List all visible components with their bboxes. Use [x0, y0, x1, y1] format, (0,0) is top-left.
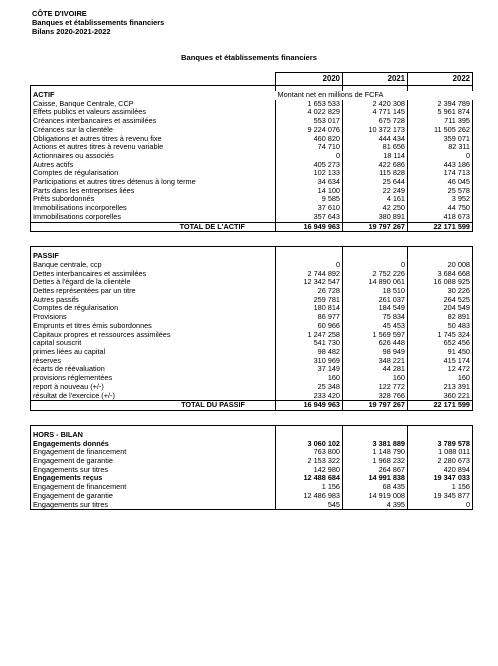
row-label: Parts dans les entreprises liées: [31, 187, 276, 196]
value-cell: 18 114: [343, 152, 408, 161]
value-cell: 34 634: [276, 178, 343, 187]
actif-title: ACTIF: [31, 91, 276, 100]
value-cell: 142 980: [276, 466, 343, 475]
value-cell: 360 221: [408, 392, 473, 401]
value-cell: 460 820: [276, 135, 343, 144]
value-cell: 763 800: [276, 448, 343, 457]
table-row: [31, 270, 473, 279]
table-row: [31, 161, 473, 170]
spacer: [276, 431, 343, 440]
value-cell: 310 969: [276, 357, 343, 366]
header-line-2: Banques et établissements financiers: [32, 18, 165, 28]
row-label: Caisse, Banque Centrale, CCP: [31, 100, 276, 109]
value-cell: 68 435: [343, 483, 408, 492]
value-cell: 2 280 673: [408, 457, 473, 466]
value-cell: 0: [408, 501, 473, 510]
value-cell: 2 744 892: [276, 270, 343, 279]
value-cell: 9 224 076: [276, 126, 343, 135]
value-cell: 0: [276, 261, 343, 270]
value-cell: 12 488 684: [276, 474, 343, 483]
table-row: [31, 322, 473, 331]
value-cell: 14 890 061: [343, 278, 408, 287]
value-cell: 405 273: [276, 161, 343, 170]
passif-title-row: [31, 252, 473, 261]
value-cell: 19 797 267: [343, 222, 408, 232]
value-cell: 652 456: [408, 339, 473, 348]
actif-title-row: [31, 91, 473, 100]
value-cell: 443 186: [408, 161, 473, 170]
value-cell: 2 420 308: [343, 100, 408, 109]
value-cell: 204 549: [408, 304, 473, 313]
value-cell: 14 991 838: [343, 474, 408, 483]
value-cell: 4 161: [343, 195, 408, 204]
value-cell: 1 156: [408, 483, 473, 492]
value-cell: 4 395: [343, 501, 408, 510]
table-row: [31, 261, 473, 270]
value-cell: 1 148 790: [343, 448, 408, 457]
value-cell: 4 771 145: [343, 108, 408, 117]
row-label: Dettes interbancaires et assimilées: [31, 270, 276, 279]
table-row: [31, 348, 473, 357]
value-cell: 115 828: [343, 169, 408, 178]
table-row: [31, 152, 473, 161]
value-cell: 184 549: [343, 304, 408, 313]
table-row: [31, 501, 473, 510]
value-cell: 14 100: [276, 187, 343, 196]
value-cell: 541 730: [276, 339, 343, 348]
value-cell: 5 961 874: [408, 108, 473, 117]
value-cell: 12 472: [408, 365, 473, 374]
table-row: [31, 374, 473, 383]
row-label: Effets publics et valeurs assimilées: [31, 108, 276, 117]
value-cell: 264 525: [408, 296, 473, 305]
value-cell: 3 381 889: [343, 440, 408, 449]
row-label: Créances sur la clientèle: [31, 126, 276, 135]
value-cell: 82 891: [408, 313, 473, 322]
value-cell: 22 171 599: [408, 222, 473, 232]
balance-sheet-table: [30, 72, 473, 510]
value-cell: 50 483: [408, 322, 473, 331]
value-cell: 380 891: [343, 213, 408, 222]
table-row: [31, 204, 473, 213]
table-row: [31, 457, 473, 466]
value-cell: 213 391: [408, 383, 473, 392]
row-label: capital souscrit: [31, 339, 276, 348]
value-cell: 12 486 983: [276, 492, 343, 501]
value-cell: 46 045: [408, 178, 473, 187]
value-cell: 19 797 267: [343, 401, 408, 411]
value-cell: 328 766: [343, 392, 408, 401]
row-label: report à nouveau (+/-): [31, 383, 276, 392]
table-row: [31, 278, 473, 287]
table-row: [31, 143, 473, 152]
row-label: Participations et autres titres détenus à long terme: [31, 178, 276, 187]
table-row: [31, 213, 473, 222]
value-cell: 675 728: [343, 117, 408, 126]
value-cell: 3 684 668: [408, 270, 473, 279]
value-cell: 30 226: [408, 287, 473, 296]
value-cell: 19 345 877: [408, 492, 473, 501]
row-label: Actionnaires ou associés: [31, 152, 276, 161]
table-row: [31, 448, 473, 457]
value-cell: 16 088 925: [408, 278, 473, 287]
gap: [31, 410, 473, 425]
value-cell: 348 221: [343, 357, 408, 366]
value-cell: 1 247 258: [276, 331, 343, 340]
row-label: Engagement de financement: [31, 483, 276, 492]
table-row: [31, 392, 473, 401]
value-cell: 3 789 578: [408, 440, 473, 449]
value-cell: 122 772: [343, 383, 408, 392]
value-cell: 14 919 008: [343, 492, 408, 501]
gap: [31, 232, 473, 247]
row-label: écarts de réévaluation: [31, 365, 276, 374]
year-2020: 2020: [276, 73, 343, 86]
row-label: Engagements donnés: [31, 440, 276, 449]
row-label: Autres actifs: [31, 161, 276, 170]
value-cell: 233 420: [276, 392, 343, 401]
value-cell: 25 578: [408, 187, 473, 196]
row-label: Engagements sur titres: [31, 501, 276, 510]
value-cell: 2 752 226: [343, 270, 408, 279]
value-cell: 74 710: [276, 143, 343, 152]
actif-total-row: [31, 222, 473, 232]
header-line-3: Bilans 2020-2021-2022: [32, 27, 111, 37]
value-cell: 444 434: [343, 135, 408, 144]
row-label: Engagement de garantie: [31, 492, 276, 501]
table-row: [31, 357, 473, 366]
value-cell: 18 510: [343, 287, 408, 296]
row-label: Engagement de garantie: [31, 457, 276, 466]
row-label: Créances interbancaires et assimilées: [31, 117, 276, 126]
value-cell: 711 395: [408, 117, 473, 126]
value-cell: 16 949 963: [276, 401, 343, 411]
section-gap: [31, 232, 473, 247]
value-cell: 26 728: [276, 287, 343, 296]
value-cell: 11 505 262: [408, 126, 473, 135]
table-subtitle: Banques et établissements financiers: [181, 53, 317, 62]
year-header-row: [31, 73, 473, 86]
value-cell: 160: [343, 374, 408, 383]
value-cell: 19 347 033: [408, 474, 473, 483]
value-cell: 1 156: [276, 483, 343, 492]
row-label: Actions et autres titres à revenu variable: [31, 143, 276, 152]
value-cell: 81 656: [343, 143, 408, 152]
row-label: Emprunts et titres émis subordonnes: [31, 322, 276, 331]
value-cell: 25 644: [343, 178, 408, 187]
value-cell: 22 171 599: [408, 401, 473, 411]
table-row: [31, 483, 473, 492]
table-row: [31, 383, 473, 392]
row-label: provisions réglementées: [31, 374, 276, 383]
value-cell: 2 394 789: [408, 100, 473, 109]
row-label: Capitaux propres et ressources assimilées: [31, 331, 276, 340]
hors_bilan-title-row: [31, 431, 473, 440]
value-cell: 1 653 533: [276, 100, 343, 109]
spacer: [408, 252, 473, 261]
value-cell: 60 966: [276, 322, 343, 331]
table-row: [31, 492, 473, 501]
value-cell: 1 088 011: [408, 448, 473, 457]
country-title: CÔTE D'IVOIRE: [32, 9, 87, 18]
value-cell: 25 348: [276, 383, 343, 392]
value-cell: 553 017: [276, 117, 343, 126]
row-label: primes liées au capital: [31, 348, 276, 357]
table-row: [31, 331, 473, 340]
row-label: Comptes de régularisation: [31, 304, 276, 313]
table-row: [31, 187, 473, 196]
value-cell: 37 149: [276, 365, 343, 374]
value-cell: 1 968 232: [343, 457, 408, 466]
row-label: Immobilisations incorporelles: [31, 204, 276, 213]
spacer: [343, 252, 408, 261]
value-cell: 102 133: [276, 169, 343, 178]
unit-note: Montant net en millions de FCFA: [277, 91, 384, 99]
header-spacer: [31, 73, 276, 86]
hors_bilan-title: HORS - BILAN: [31, 431, 276, 440]
passif-title: PASSIF: [31, 252, 276, 261]
passif-total-row: [31, 401, 473, 411]
value-cell: 44 750: [408, 204, 473, 213]
value-cell: 357 643: [276, 213, 343, 222]
actif-total-label: TOTAL DE L'ACTIF: [31, 222, 276, 232]
table-row: [31, 100, 473, 109]
value-cell: 4 022 829: [276, 108, 343, 117]
value-cell: 160: [276, 374, 343, 383]
table-row: [31, 296, 473, 305]
value-cell: 3 060 102: [276, 440, 343, 449]
row-label: Comptes de régularisation: [31, 169, 276, 178]
value-cell: 160: [408, 374, 473, 383]
value-cell: 9 585: [276, 195, 343, 204]
value-cell: 44 281: [343, 365, 408, 374]
value-cell: 264 867: [343, 466, 408, 475]
value-cell: 626 448: [343, 339, 408, 348]
table-row: [31, 365, 473, 374]
table-row: [31, 126, 473, 135]
table-row: [31, 440, 473, 449]
value-cell: 1 569 597: [343, 331, 408, 340]
value-cell: 420 894: [408, 466, 473, 475]
table-row: [31, 135, 473, 144]
value-cell: 261 037: [343, 296, 408, 305]
value-cell: 418 673: [408, 213, 473, 222]
value-cell: 545: [276, 501, 343, 510]
value-cell: 37 610: [276, 204, 343, 213]
row-label: Immobilisations corporelles: [31, 213, 276, 222]
row-label: Dettes représentées par un titre: [31, 287, 276, 296]
value-cell: 3 952: [408, 195, 473, 204]
value-cell: 0: [408, 152, 473, 161]
value-cell: 415 174: [408, 357, 473, 366]
table-row: [31, 474, 473, 483]
row-label: Prêts subordonnés: [31, 195, 276, 204]
table-row: [31, 178, 473, 187]
row-label: Engagement de financement: [31, 448, 276, 457]
value-cell: 174 713: [408, 169, 473, 178]
table-row: [31, 287, 473, 296]
value-cell: 22 249: [343, 187, 408, 196]
table-row: [31, 304, 473, 313]
table-row: [31, 195, 473, 204]
row-label: Engagements reçus: [31, 474, 276, 483]
value-cell: 359 071: [408, 135, 473, 144]
value-cell: 98 482: [276, 348, 343, 357]
table-row: [31, 466, 473, 475]
value-cell: 259 781: [276, 296, 343, 305]
value-cell: 98 949: [343, 348, 408, 357]
table-row: [31, 339, 473, 348]
row-label: réserves: [31, 357, 276, 366]
section-gap: [31, 410, 473, 425]
value-cell: 42 250: [343, 204, 408, 213]
year-2021: 2021: [343, 73, 408, 86]
value-cell: 91 450: [408, 348, 473, 357]
value-cell: 0: [343, 261, 408, 270]
spacer: [276, 252, 343, 261]
value-cell: 86 977: [276, 313, 343, 322]
value-cell: 1 745 324: [408, 331, 473, 340]
value-cell: 20 008: [408, 261, 473, 270]
row-label: résultat de l'exercice (+/-): [31, 392, 276, 401]
table-row: [31, 108, 473, 117]
value-cell: 16 949 963: [276, 222, 343, 232]
table-row: [31, 313, 473, 322]
row-label: Banque centrale, ccp: [31, 261, 276, 270]
row-label: Dettes à l'égard de la clientèle: [31, 278, 276, 287]
passif-total-label: TOTAL DU PASSIF: [31, 401, 276, 411]
table-row: [31, 117, 473, 126]
value-cell: 82 311: [408, 143, 473, 152]
row-label: Engagements sur titres: [31, 466, 276, 475]
row-label: Obligations et autres titres à revenu fixe: [31, 135, 276, 144]
spacer: [343, 431, 408, 440]
value-cell: 180 814: [276, 304, 343, 313]
value-cell: 12 342 547: [276, 278, 343, 287]
document-header: [32, 9, 164, 37]
table-row: [31, 169, 473, 178]
row-label: Provisions: [31, 313, 276, 322]
value-cell: 10 372 173: [343, 126, 408, 135]
value-cell: 0: [276, 152, 343, 161]
value-cell: 45 453: [343, 322, 408, 331]
value-cell: 2 153 322: [276, 457, 343, 466]
value-cell: 75 834: [343, 313, 408, 322]
row-label: Autres passifs: [31, 296, 276, 305]
spacer: [408, 431, 473, 440]
year-2022: 2022: [408, 73, 473, 86]
value-cell: 422 686: [343, 161, 408, 170]
